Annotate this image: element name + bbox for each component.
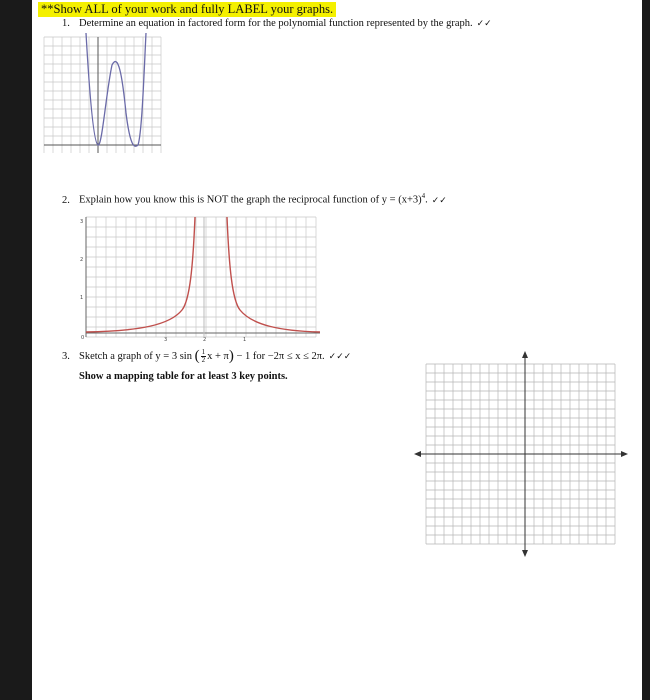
reciprocal-y-label-1: 1: [80, 295, 84, 301]
blank-coordinate-grid[interactable]: [414, 350, 630, 558]
worksheet-page: [32, 0, 642, 700]
fraction-denominator: 2: [201, 356, 206, 364]
x-axis-left-arrow: [414, 451, 421, 457]
reciprocal-graph-grid: [86, 217, 316, 337]
question-3: 3. Sketch a graph of y = 3 sin ( $\frac{1}{2}$ x + π) − 1 for −2π ≤ x ≤ 2π. ✓✓✓: [62, 347, 352, 364]
question-1-number: 1.: [62, 18, 70, 29]
reciprocal-curve-left: [86, 217, 195, 332]
question-3-number: 3.: [62, 350, 70, 362]
y-axis-top-arrow: [522, 351, 528, 358]
question-3-instruction: Show a mapping table for at least 3 key points.: [79, 371, 288, 382]
question-2-checkmarks: ✓✓: [431, 195, 447, 206]
question-1-text: Determine an equation in factored form for the polynomial function represented by the graph.: [79, 18, 473, 29]
reciprocal-x-label-2: 1: [243, 337, 247, 343]
x-axis-right-arrow: [621, 451, 628, 457]
reciprocal-origin-label: 0: [81, 335, 85, 341]
fraction-numerator: 1: [201, 348, 206, 356]
question-2-exponent: 4: [421, 192, 426, 200]
question-1-checkmarks: ✓✓: [476, 19, 492, 29]
question-2-number: 2.: [62, 194, 70, 206]
question-1: [62, 17, 492, 31]
question-2-period: .: [425, 194, 428, 206]
question-3-text-end: − 1 for −2π ≤ x ≤ 2π.: [236, 350, 325, 362]
reciprocal-y-label-2: 2: [80, 257, 84, 263]
question-2: [62, 190, 447, 208]
reciprocal-graph: [80, 215, 324, 349]
question-3-checkmarks: ✓✓✓: [328, 351, 352, 362]
reciprocal-y-label-3: 3: [80, 219, 84, 225]
question-2-text: Explain how you know this is NOT the graph the reciprocal function of: [79, 194, 382, 206]
question-3-text-start: Sketch a graph of y = 3 sin: [79, 350, 192, 362]
page-title: **Show ALL of your work and fully LABEL your graphs.: [38, 2, 336, 17]
reciprocal-x-label-0: 3: [164, 337, 168, 343]
question-3-text-mid: x + π: [207, 350, 229, 362]
question-2-equation: y = (x+3): [381, 194, 422, 206]
question-3-fraction: [201, 349, 207, 364]
y-axis-bottom-arrow: [522, 550, 528, 557]
polynomial-graph: [44, 33, 166, 157]
reciprocal-x-label-1: 2: [203, 337, 207, 343]
